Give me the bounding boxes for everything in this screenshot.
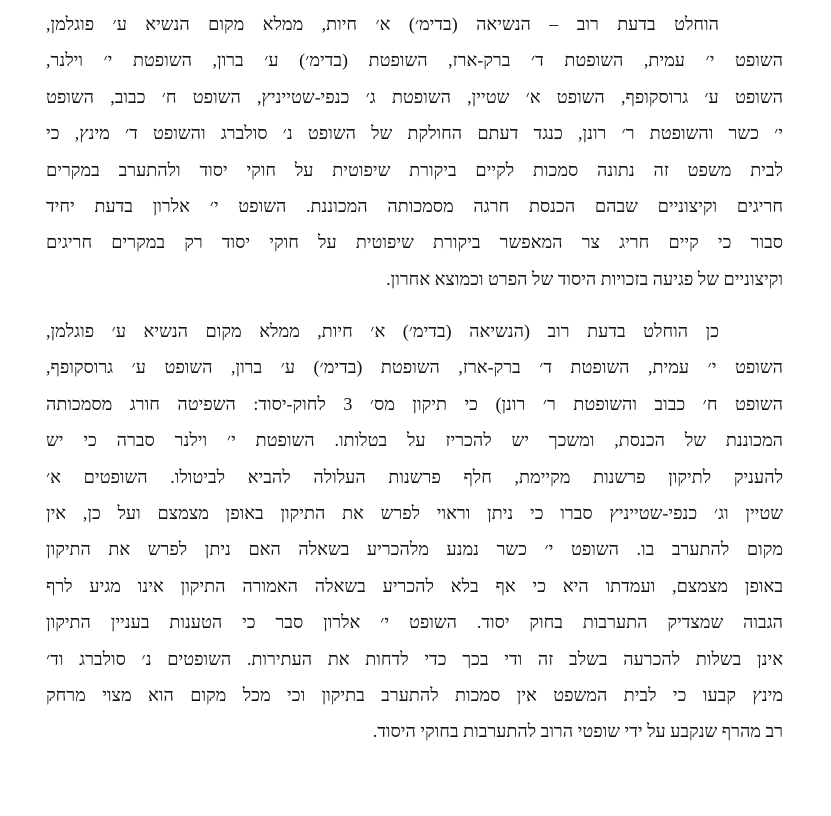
text-line: הגבוה שמצדיק התערבות בחוק יסוד. השופט י׳ אלרון סבר כי הטענות בעניין התיקון [46, 612, 783, 633]
text-line: אינן בשלות להכרעה בשלב זה ודי בכך כדי לדחות את העתירות. השופטים נ׳ סולברג וד׳ [46, 648, 783, 669]
text-line: רב מהרף שנקבע על ידי שופטי הרוב להתערבות בחוקי היסוד. [372, 721, 783, 742]
text-line: מקום להתערב בו. השופט י׳ כשר נמנע מלהכריע בשאלה האם ניתן לפרש את התיקון [46, 539, 783, 560]
paragraph-ruling-authority [46, 6, 783, 297]
text-line: חריגים וקיצוניים שבהם הכנסת חרגה מסמכותה המכוננת. השופט י׳ אלרון בדעת יחיד [46, 195, 783, 216]
text-line: י׳ כשר והשופטת ר׳ רונן, כנגד דעתם החולקת של השופט נ׳ סולברג והשופט ד׳ מינץ, כי [46, 123, 783, 144]
text-line: באופן מצמצם, ועמדתו היא כי אף בלא להכריע בשאלה האמורה התיקון אינו מגיע לרף [46, 575, 783, 596]
text-line: מינץ קבעו כי לבית המשפט אין סמכות להתערב בתיקון וכי מכל מקום הוא מצוי מרחק [46, 684, 783, 705]
text-line: הוחלט בדעת רוב – הנשיאה (בדימ׳) א׳ חיות, ממלא מקום הנשיא ע׳ פוגלמן, [46, 14, 719, 34]
text-line: וקיצוניים של פגיעה בזכויות היסוד של הפרט וכמוצא אחרון. [386, 268, 783, 289]
text-line: לבית משפט זה נתונה סמכות לקיים ביקורת שיפוטית על חוקי יסוד ולהתערב במקרים [46, 159, 783, 180]
text-line: השופט ע׳ גרוסקופף, השופט א׳ שטיין, השופטת ג׳ כנפי-שטייניץ, השופט ח׳ כבוב, השופט [46, 86, 783, 107]
text-line: כן הוחלט בדעת רוב (הנשיאה (בדימ׳) א׳ חיות, ממלא מקום הנשיא ע׳ פוגלמן, [46, 321, 719, 341]
text-line: השופט ח׳ כבוב והשופטת ר׳ רונן) כי תיקון מס׳ 3 לחוק-יסוד: השפיטה חורג מסמכותה [46, 393, 783, 414]
text-line: סבור כי קיים חריג צר המאפשר ביקורת שיפוטית על חוקי יסוד רק במקרים חריגים [46, 232, 783, 253]
text-line: שטיין וג׳ כנפי-שטייניץ סברו כי ניתן וראוי לפרש את התיקון באופן מצמצם ועל כן, אין [46, 502, 783, 523]
paragraph-ruling-amendment [46, 313, 783, 750]
text-line: המכוננת של הכנסת, ומשכך יש להכריז על בטלותו. השופטת י׳ וילנר סברה כי יש [46, 430, 783, 451]
text-line: השופט י׳ עמית, השופטת ד׳ ברק-ארז, השופטת (בדימ׳) ע׳ ברון, השופטת י׳ וילנר, [46, 50, 783, 71]
text-line: להעניק לתיקון פרשנות מקיימת, חלף פרשנות העלולה להביא לביטולו. השופטים א׳ [46, 466, 783, 487]
text-line: השופט י׳ עמית, השופטת ד׳ ברק-ארז, השופטת (בדימ׳) ע׳ ברון, השופט ע׳ גרוסקופף, [46, 357, 783, 378]
